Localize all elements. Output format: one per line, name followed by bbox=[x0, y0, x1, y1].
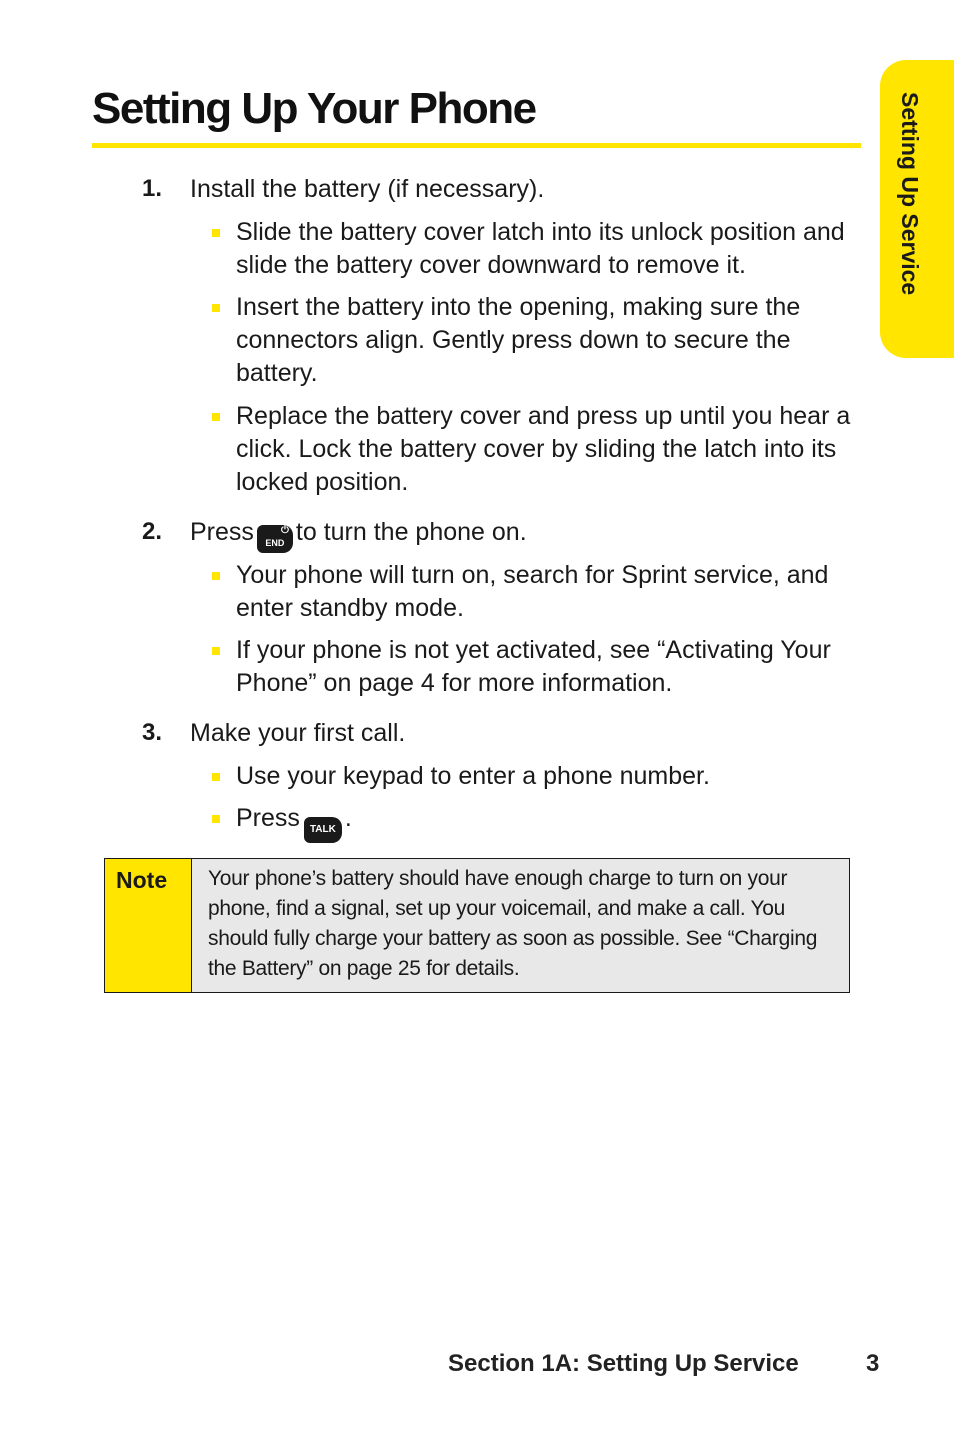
bullet-marker bbox=[212, 572, 220, 580]
press-text: Press bbox=[236, 804, 300, 832]
bullet-marker bbox=[212, 647, 220, 655]
step-number: 2. bbox=[142, 518, 163, 545]
page-number: 3 bbox=[866, 1350, 880, 1377]
step-number: 3. bbox=[142, 719, 163, 746]
note-label-cell bbox=[105, 859, 192, 992]
step-text-before: Press bbox=[190, 518, 254, 546]
list-item: Insert the battery into the opening, making sure the connectors align. Gently press down to secure the battery. bbox=[236, 293, 801, 387]
step-text: Make your first call. bbox=[190, 719, 406, 747]
bullet-marker bbox=[212, 413, 220, 421]
note-label: Note bbox=[116, 867, 168, 893]
list-item: Use your keypad to enter a phone number. bbox=[236, 762, 710, 790]
step-text bbox=[190, 518, 527, 553]
step-number: 1. bbox=[142, 175, 163, 202]
footer-section-title: Section 1A: Setting Up Service bbox=[448, 1350, 799, 1377]
key-label: END bbox=[265, 538, 285, 548]
press-text-after: . bbox=[344, 804, 352, 832]
step-text: Install the battery (if necessary). bbox=[190, 175, 545, 203]
title-underline bbox=[92, 143, 861, 148]
end-power-key-icon bbox=[257, 525, 293, 553]
note-text: Your phone’s battery should have enough charge to turn on your phone, find a signal, set up your voicemail, and make a call. You should fully charge your battery as soon as possible. See “Charging the Battery” on page 25 for details. bbox=[208, 867, 818, 980]
bullet-marker bbox=[212, 773, 220, 781]
list-item: Slide the battery cover latch into its unlock position and slide the battery cover downward to remove it. bbox=[236, 218, 845, 279]
list-item bbox=[236, 802, 861, 843]
list-item: Your phone will turn on, search for Sprint service, and enter standby mode. bbox=[236, 561, 829, 622]
list-item: Replace the battery cover and press up until you hear a click. Lock the battery cover by sliding the latch into its locked position. bbox=[236, 402, 851, 496]
side-tab-label: Setting Up Service bbox=[897, 92, 923, 296]
talk-key-icon: TALK bbox=[304, 817, 342, 843]
note-box bbox=[104, 858, 850, 993]
bullet-marker bbox=[212, 229, 220, 237]
power-icon: ⏻ bbox=[280, 525, 289, 536]
page-title: Setting Up Your Phone bbox=[92, 84, 536, 133]
step-text-after: to turn the phone on. bbox=[295, 518, 527, 546]
bullet-marker bbox=[212, 304, 220, 312]
bullet-marker bbox=[212, 815, 220, 823]
list-item: If your phone is not yet activated, see “Activating Your Phone” on page 4 for more information. bbox=[236, 636, 831, 697]
